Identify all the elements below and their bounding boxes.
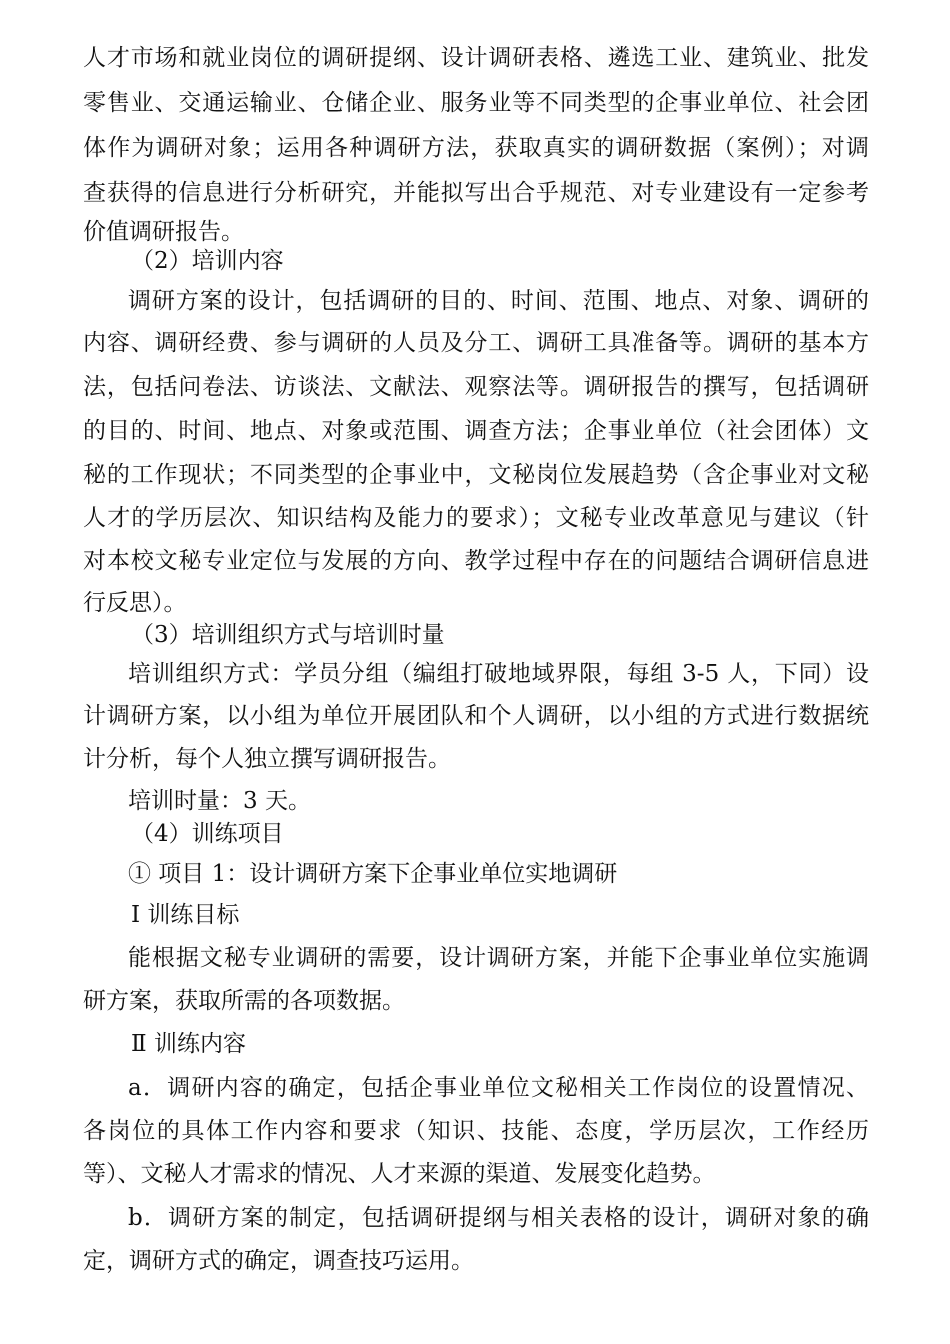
paragraph-line: 秘的工作现状；不同类型的企事业中，文秘岗位发展趋势（含企事业对文秘 (83, 462, 869, 488)
paragraph-line: b．调研方案的制定，包括调研提纲与相关表格的设计，调研对象的确 (128, 1205, 869, 1231)
paragraph-line: 内容、调研经费、参与调研的人员及分工、调研工具准备等。调研的基本方 (83, 330, 869, 356)
paragraph-line: 对本校文秘专业定位与发展的方向、教学过程中存在的问题结合调研信息进 (83, 548, 869, 574)
paragraph-line: 能根据文秘专业调研的需要，设计调研方案，并能下企事业单位实施调 (128, 945, 869, 971)
paragraph-line: 零售业、交通运输业、仓储企业、服务业等不同类型的企事业单位、社会团 (83, 90, 869, 116)
paragraph-line: 等）、文秘人才需求的情况、人才来源的渠道、发展变化趋势。 (83, 1161, 716, 1187)
paragraph-line: 研方案，获取所需的各项数据。 (83, 988, 405, 1014)
paragraph-line: 查获得的信息进行分析研究，并能拟写出合乎规范、对专业建设有一定参考 (83, 180, 869, 206)
paragraph-line: 培训时量：3 天。 (128, 788, 311, 814)
paragraph-line: 各岗位的具体工作内容和要求（知识、技能、态度，学历层次，工作经历 (83, 1118, 869, 1144)
paragraph-line: 调研方案的设计，包括调研的目的、时间、范围、地点、对象、调研的 (128, 288, 869, 314)
section-heading: （2）培训内容 (131, 248, 284, 274)
paragraph-line: 体作为调研对象；运用各种调研方法，获取真实的调研数据（案例）；对调 (83, 135, 869, 161)
project-heading: ① 项目 1：设计调研方案下企事业单位实地调研 (128, 861, 618, 887)
section-heading: （3）培训组织方式与培训时量 (131, 622, 445, 648)
paragraph-line: a．调研内容的确定，包括企事业单位文秘相关工作岗位的设置情况、 (128, 1075, 869, 1101)
paragraph-line: 计调研方案，以小组为单位开展团队和个人调研，以小组的方式进行数据统 (83, 703, 869, 729)
subsection-heading: Ⅰ 训练目标 (131, 902, 240, 928)
section-heading: （4）训练项目 (131, 821, 284, 847)
paragraph-line: 价值调研报告。 (83, 219, 244, 245)
paragraph-line: 人才的学历层次、知识结构及能力的要求）；文秘专业改革意见与建议（针 (83, 505, 869, 531)
paragraph-line: 计分析，每个人独立撰写调研报告。 (83, 746, 451, 772)
subsection-heading: Ⅱ 训练内容 (131, 1031, 246, 1057)
paragraph-line: 人才市场和就业岗位的调研提纲、设计调研表格、遴选工业、建筑业、批发 (83, 45, 869, 71)
paragraph-line: 的目的、时间、地点、对象或范围、调查方法；企事业单位（社会团体）文 (83, 418, 869, 444)
paragraph-line: 定，调研方式的确定，调查技巧运用。 (83, 1248, 474, 1274)
paragraph-line: 培训组织方式：学员分组（编组打破地域界限，每组 3-5 人，下同）设 (128, 661, 869, 687)
paragraph-line: 行反思）。 (83, 590, 187, 616)
paragraph-line: 法，包括问卷法、访谈法、文献法、观察法等。调研报告的撰写，包括调研 (83, 374, 869, 400)
